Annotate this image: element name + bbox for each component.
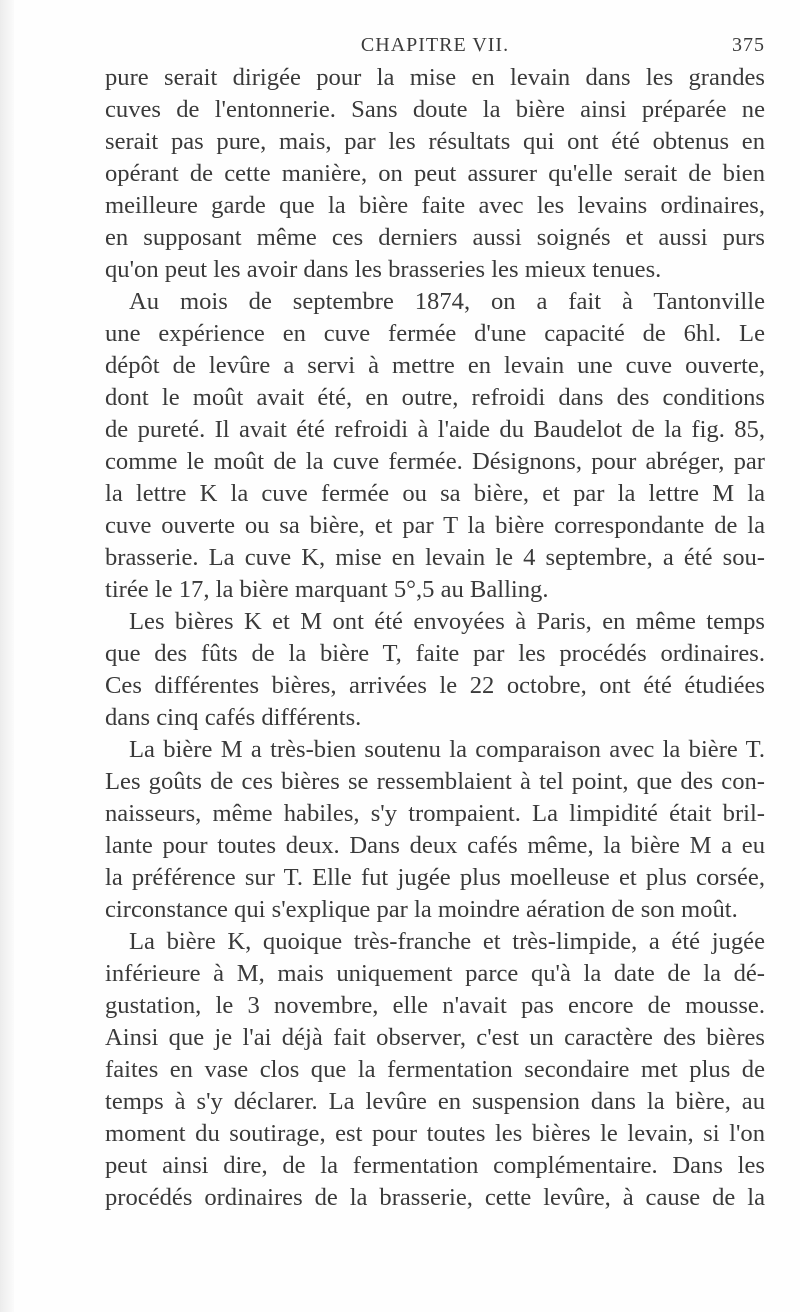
text-line: de pureté. Il avait été refroidi à l'aide du Baudelot de la fig. 85, [105,416,765,443]
page-number: 375 [732,34,765,56]
text-line: gustation, le 3 novembre, elle n'avait pas encore de mousse. [105,992,765,1019]
paragraph-start-line: La bière K, quoique très-franche et très-limpide, a été jugée [129,928,765,955]
paragraph-start-line: Au mois de septembre 1874, on a fait à Tantonville [129,288,765,315]
text-line: tirée le 17, la bière marquant 5°,5 au Balling. [105,576,549,603]
text-line: opérant de cette manière, on peut assurer qu'elle serait de bien [105,160,765,187]
text-line: dans cinq cafés différents. [105,704,362,731]
text-line: cuve ouverte ou sa bière, et par T la bière correspondante de la [105,512,765,539]
text-line: la préférence sur T. Elle fut jugée plus moelleuse et plus corsée, [105,864,765,891]
text-line: moment du soutirage, est pour toutes les bières le levain, si l'on [105,1120,765,1147]
text-line: cuves de l'entonnerie. Sans doute la bière ainsi préparée ne [105,96,765,123]
text-line: en supposant même ces derniers aussi soignés et aussi purs [105,224,765,251]
text-line: dont le moût avait été, en outre, refroidi dans des conditions [105,384,765,411]
text-line: peut ainsi dire, de la fermentation complémentaire. Dans les [105,1152,765,1179]
text-line: circonstance qui s'explique par la moindre aération de son moût. [105,896,738,923]
text-line: procédés ordinaires de la brasserie, cette levûre, à cause de la [105,1184,765,1211]
text-line: serait pas pure, mais, par les résultats qui ont été obtenus en [105,128,765,155]
text-line: Les goûts de ces bières se ressemblaient à tel point, que des con- [105,768,765,795]
text-line: que des fûts de la bière T, faite par les procédés ordinaires. [105,640,765,667]
text-line: Ces différentes bières, arrivées le 22 octobre, ont été étudiées [105,672,765,699]
text-line: une expérience en cuve fermée d'une capacité de 6hl. Le [105,320,765,347]
running-header [105,34,765,60]
body-text [105,62,765,1214]
paragraph-start-line: Les bières K et M ont été envoyées à Paris, en même temps [129,608,765,635]
text-line: brasserie. La cuve K, mise en levain le 4 septembre, a été sou- [105,544,765,571]
text-line: meilleure garde que la bière faite avec les levains ordinaires, [105,192,765,219]
paragraph-start-line: La bière M a très-bien soutenu la comparaison avec la bière T. [129,736,765,763]
text-line: lante pour toutes deux. Dans deux cafés même, la bière M a eu [105,832,765,859]
text-line: Ainsi que je l'ai déjà fait observer, c'est un caractère des bières [105,1024,765,1051]
text-line: la lettre K la cuve fermée ou sa bière, et par la lettre M la [105,480,765,507]
text-line: pure serait dirigée pour la mise en levain dans les grandes [105,64,765,91]
text-line: comme le moût de la cuve fermée. Désignons, pour abréger, par [105,448,765,475]
text-line: dépôt de levûre a servi à mettre en levain une cuve ouverte, [105,352,765,379]
text-line: naisseurs, même habiles, s'y trompaient. La limpidité était bril- [105,800,765,827]
text-line: qu'on peut les avoir dans les brasseries les mieux tenues. [105,256,662,283]
chapter-title: CHAPITRE VII. [360,34,510,56]
text-line: faites en vase clos que la fermentation secondaire met plus de [105,1056,765,1083]
page-gutter-shadow [0,0,14,1312]
text-line: temps à s'y déclarer. La levûre en suspension dans la bière, au [105,1088,765,1115]
text-line: inférieure à M, mais uniquement parce qu'à la date de la dé- [105,960,765,987]
